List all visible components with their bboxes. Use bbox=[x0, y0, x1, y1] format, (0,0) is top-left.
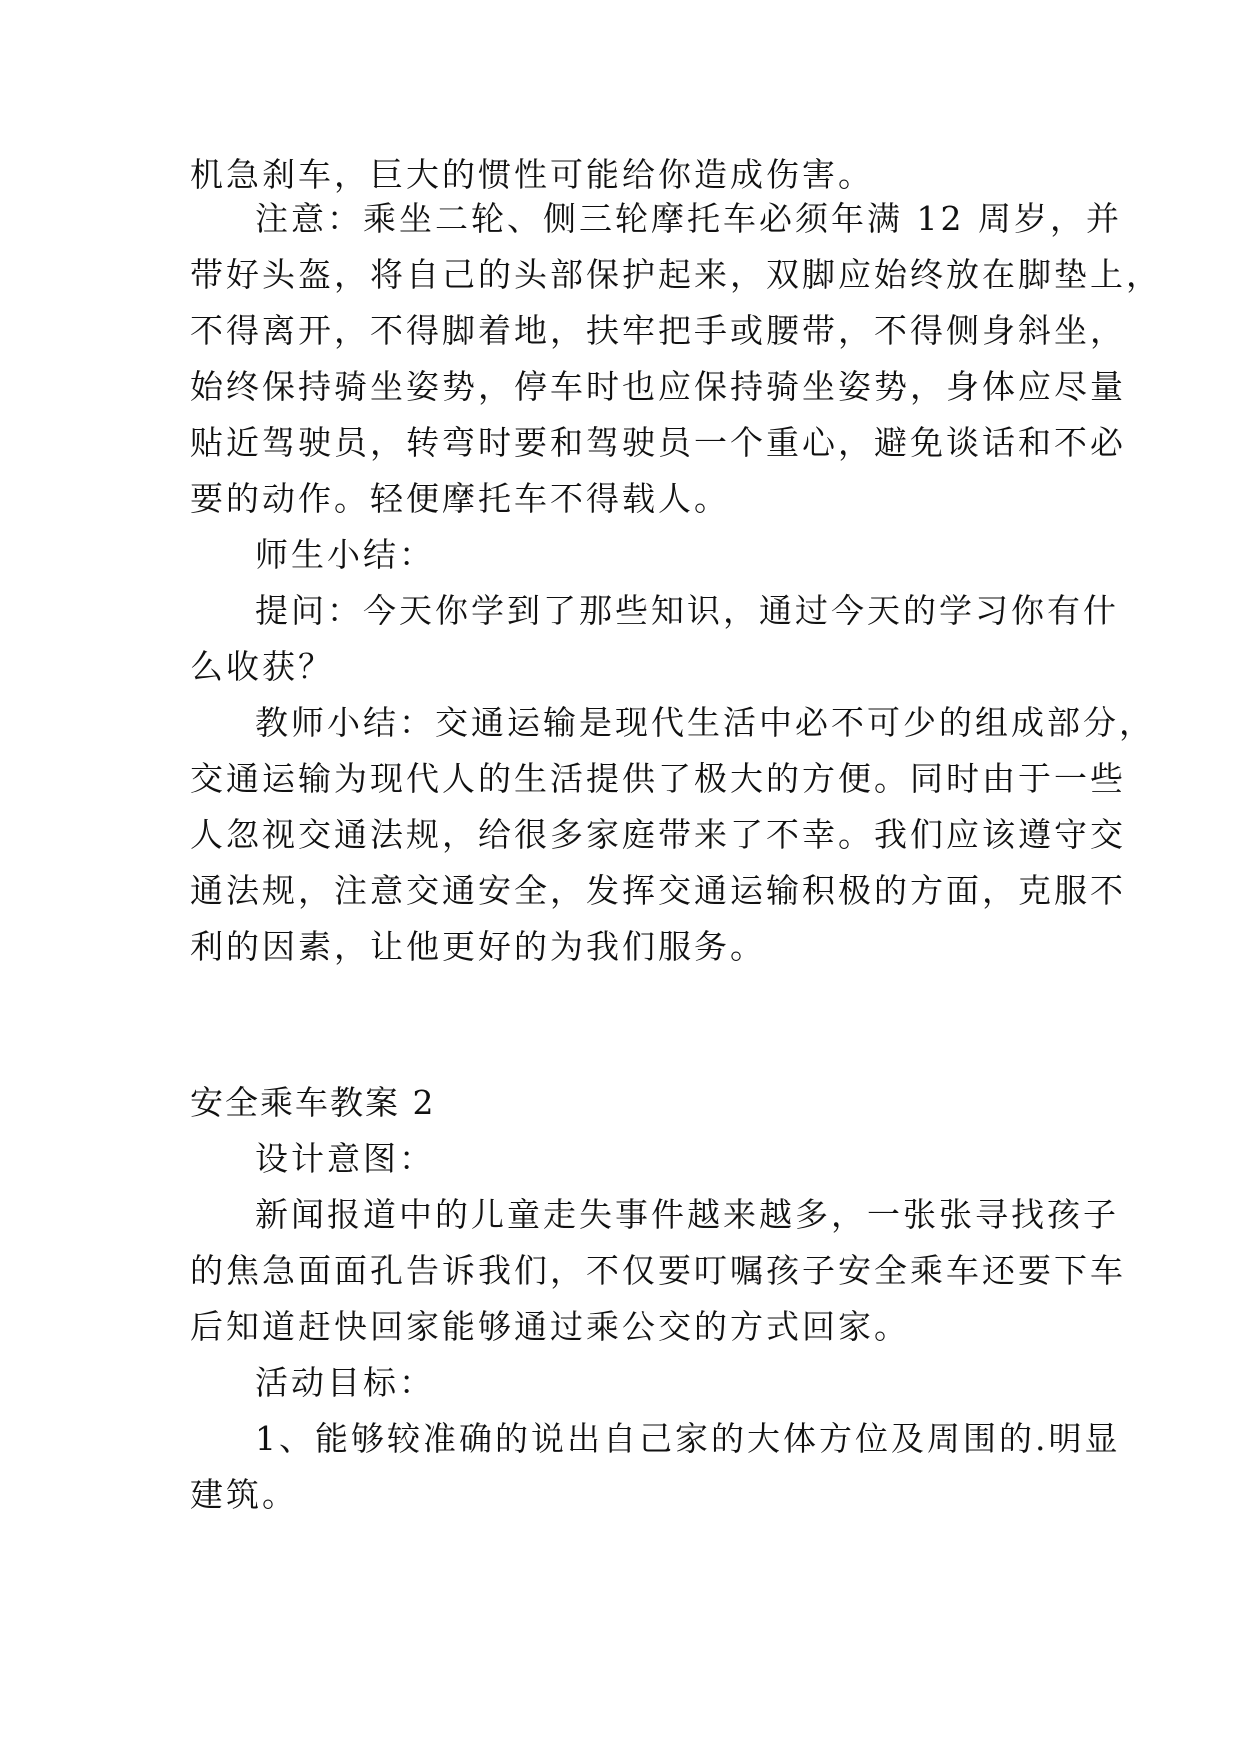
text-line: 设计意图： bbox=[255, 1139, 435, 1178]
text-line: 新闻报道中的儿童走失事件越来越多，一张张寻找孩子 bbox=[255, 1195, 1119, 1234]
text-line: 始终保持骑坐姿势，停车时也应保持骑坐姿势，身体应尽量 bbox=[190, 367, 1126, 406]
text-line: 活动目标： bbox=[255, 1363, 435, 1402]
text-line: 利的因素，让他更好的为我们服务。 bbox=[190, 927, 766, 966]
text-line: 通法规，注意交通安全，发挥交通运输积极的方面，克服不 bbox=[190, 871, 1126, 910]
text-line: 人忽视交通法规，给很多家庭带来了不幸。我们应该遵守交 bbox=[190, 815, 1126, 854]
text-line: 要的动作。轻便摩托车不得载人。 bbox=[190, 479, 730, 518]
text-line: 带好头盔，将自己的头部保护起来，双脚应始终放在脚垫上， bbox=[190, 255, 1162, 294]
text-line: 后知道赶快回家能够通过乘公交的方式回家。 bbox=[190, 1307, 910, 1346]
text-line: 1、能够较准确的说出自己家的大体方位及周围的.明显 bbox=[255, 1419, 1121, 1458]
text-line: 教师小结：交通运输是现代生活中必不可少的组成部分， bbox=[255, 703, 1155, 742]
text-line: 交通运输为现代人的生活提供了极大的方便。同时由于一些 bbox=[190, 759, 1126, 798]
text-line: 贴近驾驶员，转弯时要和驾驶员一个重心，避免谈话和不必 bbox=[190, 423, 1126, 462]
text-line: 不得离开，不得脚着地，扶牢把手或腰带，不得侧身斜坐， bbox=[190, 311, 1126, 350]
section-heading: 安全乘车教案 2 bbox=[190, 1083, 436, 1122]
text-line: 提问：今天你学到了那些知识，通过今天的学习你有什 bbox=[255, 591, 1119, 630]
text-line: 么收获？ bbox=[190, 647, 334, 686]
text-line: 机急刹车，巨大的惯性可能给你造成伤害。 bbox=[190, 155, 874, 194]
text-line: 注意：乘坐二轮、侧三轮摩托车必须年满 12 周岁，并 bbox=[255, 199, 1122, 238]
text-line: 的焦急面面孔告诉我们，不仅要叮嘱孩子安全乘车还要下车 bbox=[190, 1251, 1126, 1290]
text-line: 师生小结： bbox=[255, 535, 435, 574]
text-line: 建筑。 bbox=[190, 1475, 298, 1514]
